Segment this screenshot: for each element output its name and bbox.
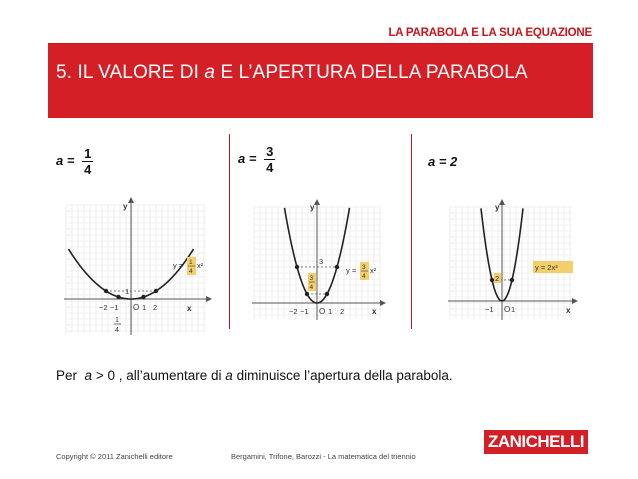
- curve-point: [325, 292, 329, 296]
- x-axis-arrow: [206, 296, 212, 302]
- x-axis-arrow: [380, 300, 386, 306]
- curve-point: [104, 289, 108, 293]
- x-tick-label: −1: [300, 307, 309, 316]
- axis-label-y: y: [495, 203, 500, 212]
- grid-lines: [66, 205, 206, 333]
- y-axis-arrow: [499, 199, 505, 205]
- equation-num: 1: [189, 259, 193, 266]
- y-tick-label: 3: [319, 257, 324, 266]
- conclusion-text: Per a > 0 , all’aumentare di a diminuisce l’apertura della parabola.: [56, 368, 453, 383]
- title-part2: E L’APERTURA DELLA PARABOLA: [220, 62, 528, 83]
- a-fraction-1: $\frac{1}{4}$: [84, 146, 92, 177]
- zanichelli-logo: ZANICHELLI: [484, 430, 588, 454]
- curve-point: [141, 295, 145, 299]
- y-axis-arrow: [314, 199, 320, 205]
- y-axis-arrow: [128, 197, 134, 203]
- x-tick-label: 2: [340, 307, 345, 316]
- parabola-graph-3: [440, 195, 590, 327]
- slide-title: [56, 62, 528, 84]
- title-part1: IL VALORE DI: [77, 62, 200, 83]
- y-fraction-num: 1: [115, 317, 119, 324]
- origin-label: O: [133, 303, 140, 312]
- footer-copyright: Copyright © 2011 Zanichelli editore: [56, 452, 173, 461]
- a-value-label-2: a = $\frac{3}{4}$: [238, 144, 274, 175]
- parabola-graph-1: [56, 195, 216, 340]
- x-tick-label: 1: [511, 305, 516, 314]
- section-tag: LA PARABOLA E LA SUA EQUAZIONE: [388, 27, 592, 39]
- x-tick-label: −1: [110, 303, 119, 312]
- title-var: a: [204, 62, 216, 83]
- a-value-label-3: a = 2: [428, 154, 458, 169]
- column-divider-2: [411, 134, 412, 329]
- x-tick-label: 2: [153, 303, 158, 312]
- y-fraction-den: 4: [309, 284, 314, 291]
- x-axis-arrow: [572, 298, 578, 304]
- axis-label-x: x: [372, 307, 377, 316]
- curve-point: [490, 278, 494, 282]
- equation-den: 4: [362, 273, 366, 280]
- x-tick-label: −1: [485, 305, 494, 314]
- title-number: 5.: [56, 62, 73, 83]
- equation-num: 3: [362, 264, 366, 271]
- y-fraction-den: 4: [115, 327, 119, 334]
- equation-suffix: x²: [370, 266, 377, 275]
- origin-label: O: [504, 305, 511, 314]
- curve-point: [154, 289, 158, 293]
- a-fraction-2: $\frac{3}{4}$: [266, 144, 274, 175]
- equation-den: 4: [189, 268, 193, 275]
- equation-prefix: y =: [173, 261, 184, 270]
- x-tick-label: −2: [99, 303, 108, 312]
- x-tick-label: 1: [328, 307, 333, 316]
- curve-point: [305, 292, 309, 296]
- axis-label-y: y: [123, 202, 128, 211]
- a-value-label-1: a = $\frac{1}{4}$: [56, 146, 92, 177]
- origin-label: O: [319, 307, 326, 316]
- curve-point: [116, 295, 120, 299]
- y-tick-label: 2: [495, 274, 500, 283]
- y-fraction-num: 3: [309, 275, 314, 282]
- curve-point: [335, 265, 339, 269]
- equation-suffix: x²: [197, 261, 204, 270]
- x-tick-label: −2: [289, 307, 298, 316]
- equation-prefix: y =: [346, 266, 357, 275]
- x-tick-label: 1: [142, 303, 147, 312]
- column-divider-1: [229, 134, 230, 329]
- axis-label-x: x: [187, 304, 192, 313]
- footer-authors: Bergamini, Trifone, Barozzi - La matematica del triennio: [231, 452, 416, 461]
- curve-point: [510, 278, 514, 282]
- curve-point: [295, 265, 299, 269]
- parabola-graph-2: [244, 195, 394, 327]
- axis-label-x: x: [566, 306, 571, 315]
- equation-label: y = 2x²: [535, 263, 558, 272]
- y-tick-label: 1: [125, 287, 130, 296]
- axis-label-y: y: [310, 203, 315, 212]
